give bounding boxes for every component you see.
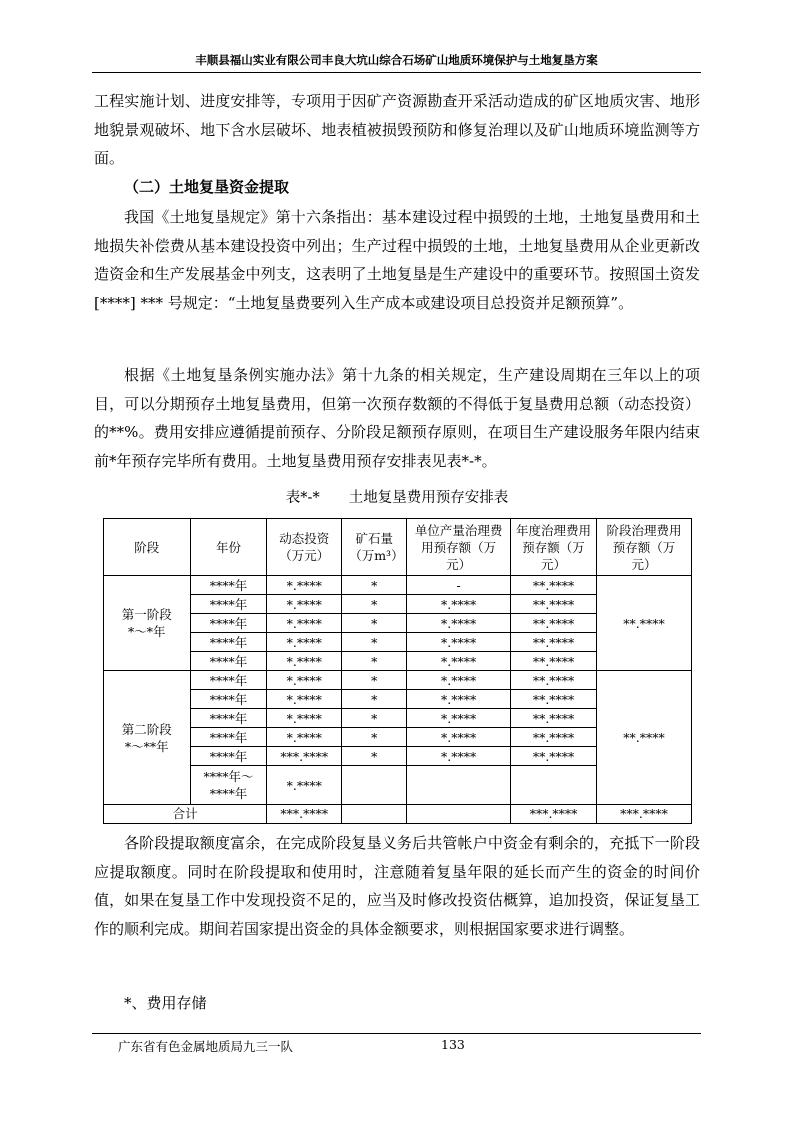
cell-ore: * <box>342 690 407 709</box>
cell-invest: *.**** <box>267 595 342 614</box>
cell-annual: **.**** <box>511 614 597 633</box>
cell-invest: *.**** <box>267 633 342 652</box>
cell-ore: * <box>342 595 407 614</box>
header-dynamic-invest <box>267 519 342 576</box>
header-annual-label: 年度治理费用预存额（万元） <box>516 522 592 572</box>
header-annual <box>511 519 597 576</box>
reserve-schedule-table <box>103 518 692 824</box>
cell-annual: **.**** <box>511 633 597 652</box>
cell-annual: **.**** <box>511 728 597 747</box>
cell-unit <box>407 766 511 805</box>
footer-organization: 广东省有色金属地质局九三一队 <box>118 1039 294 1054</box>
cell-annual: **.**** <box>511 595 597 614</box>
header-ore <box>342 519 407 576</box>
cell-ore: * <box>342 709 407 728</box>
cell-year: ****年 <box>190 633 267 652</box>
cell-year: ****年 <box>190 747 267 766</box>
total-annual: ***.**** <box>511 805 597 824</box>
cell-ore: * <box>342 652 407 671</box>
page-header: 丰顺县福山实业有限公司丰良大坑山综合石场矿山地质环境保护与土地复垦方案 <box>195 53 598 67</box>
header-divider <box>92 72 701 73</box>
stage1-label: 第一阶段 *～*年 <box>104 576 191 671</box>
paragraph-continuation: 工程实施计划、进度安排等，专项用于因矿产资源勘查开采活动造成的矿区地质灾害、地形地貌景观破坏、地下含水层破坏、地表植被损毁预防和修复治理以及矿山地质环境监测等方面。 <box>94 92 700 167</box>
stage2-label: 第二阶段 *～**年 <box>104 671 191 805</box>
cell-annual: **.**** <box>511 747 597 766</box>
table-total-row <box>104 805 692 824</box>
cell-invest: *.**** <box>267 709 342 728</box>
total-label: 合计 <box>104 805 267 824</box>
cell-annual <box>511 766 597 805</box>
cell-ore: * <box>342 671 407 690</box>
cell-unit: *.**** <box>407 709 511 728</box>
cell-year: ****年 <box>190 728 267 747</box>
header-stage-total-label: 阶段治理费用预存额（万元） <box>606 522 682 572</box>
footer-divider <box>92 1033 701 1034</box>
cell-ore <box>342 766 407 805</box>
cell-unit: *.**** <box>407 595 511 614</box>
cell-year: ****年 <box>190 652 267 671</box>
total-invest: ***.**** <box>267 805 342 824</box>
sub-item-heading: *、费用存储 <box>124 994 207 1012</box>
cell-invest: *.**** <box>267 652 342 671</box>
paragraph-regulation: 我国《土地复垦规定》第十六条指出：基本建设过程中损毁的土地，土地复垦费用和土地损失补偿费从基本建设投资中列出；生产过程中损毁的土地，土地复垦费用从企业更新改造资金和生产发展基金中列支，这表明了土地复垦是生产建设中的重要环节。按照国土资发[****] *** 号规定：“土地复垦费要列入生产成本或建设项目总投资并足额预算”。 <box>94 208 700 312</box>
paragraph-implementation: 根据《土地复垦条例实施办法》第十九条的相关规定，生产建设周期在三年以上的项目，可以分期预存土地复垦费用，但第一次预存数额的不得低于复垦费用总额（动态投资）的**%。费用安排应遵循提前预存、分阶段足额预存原则，在项目生产建设服务年限内结束前*年预存完毕所有费用。土地复垦费用预存安排表见表*-*。 <box>94 366 700 470</box>
cell-year: ****年 <box>190 690 267 709</box>
cell-invest: *.**** <box>267 766 342 805</box>
table-caption: 表*-* 土地复垦费用预存安排表 <box>285 490 509 506</box>
total-unit <box>407 805 511 824</box>
cell-year: ****年～ ****年 <box>190 766 267 805</box>
cell-unit: *.**** <box>407 614 511 633</box>
cell-ore: * <box>342 576 407 595</box>
cell-unit: *.**** <box>407 728 511 747</box>
cell-invest: *.**** <box>267 728 342 747</box>
header-stage: 阶段 <box>104 519 191 576</box>
cell-invest: *.**** <box>267 614 342 633</box>
cell-year: ****年 <box>190 595 267 614</box>
cell-invest: ***.**** <box>267 747 342 766</box>
cell-year: ****年 <box>190 614 267 633</box>
stage1-total: **.**** <box>597 576 692 671</box>
table-header-row <box>104 519 692 576</box>
cell-annual: **.**** <box>511 709 597 728</box>
header-ore-label: 矿石量（万m³） <box>349 531 404 563</box>
cell-unit: *.**** <box>407 690 511 709</box>
header-stage-total <box>597 519 692 576</box>
cell-unit: *.**** <box>407 671 511 690</box>
cell-unit: *.**** <box>407 652 511 671</box>
header-dynamic-invest-label: 动态投资（万元） <box>279 531 330 563</box>
page-number: 133 <box>441 1037 465 1052</box>
cell-ore: * <box>342 728 407 747</box>
cell-year: ****年 <box>190 576 267 595</box>
header-unit-cost-label: 单位产量治理费用预存额（万元） <box>414 522 503 572</box>
cell-unit: *.**** <box>407 747 511 766</box>
cell-unit: *.**** <box>407 633 511 652</box>
header-year: 年份 <box>190 519 267 576</box>
cell-invest: *.**** <box>267 576 342 595</box>
table-row <box>104 671 692 690</box>
cell-annual: **.**** <box>511 690 597 709</box>
cell-invest: *.**** <box>267 671 342 690</box>
stage2-total: **.**** <box>597 671 692 805</box>
cell-annual: **.**** <box>511 652 597 671</box>
header-unit-cost <box>407 519 511 576</box>
cell-year: ****年 <box>190 671 267 690</box>
cell-annual: **.**** <box>511 671 597 690</box>
section-title: （二）土地复垦资金提取 <box>124 178 290 196</box>
table-row <box>104 576 692 595</box>
cell-unit: - <box>407 576 511 595</box>
cell-ore: * <box>342 747 407 766</box>
cell-ore: * <box>342 633 407 652</box>
cell-year: ****年 <box>190 709 267 728</box>
total-ore <box>342 805 407 824</box>
cell-ore: * <box>342 614 407 633</box>
cell-annual: **.**** <box>511 576 597 595</box>
paragraph-surplus: 各阶段提取额度富余，在完成阶段复垦义务后共管帐户中资金有剩余的，充抵下一阶段应提取额度。同时在阶段提取和使用时，注意随着复垦年限的延长而产生的资金的时间价值，如果在复垦工作中发现投资不足的，应当及时修改投资估概算，追加投资，保证复垦工作的顺利完成。期间若国家提出资金的具体金额要求，则根据国家要求进行调整。 <box>94 834 700 938</box>
cell-invest: *.**** <box>267 690 342 709</box>
total-stage: ***.**** <box>597 805 692 824</box>
